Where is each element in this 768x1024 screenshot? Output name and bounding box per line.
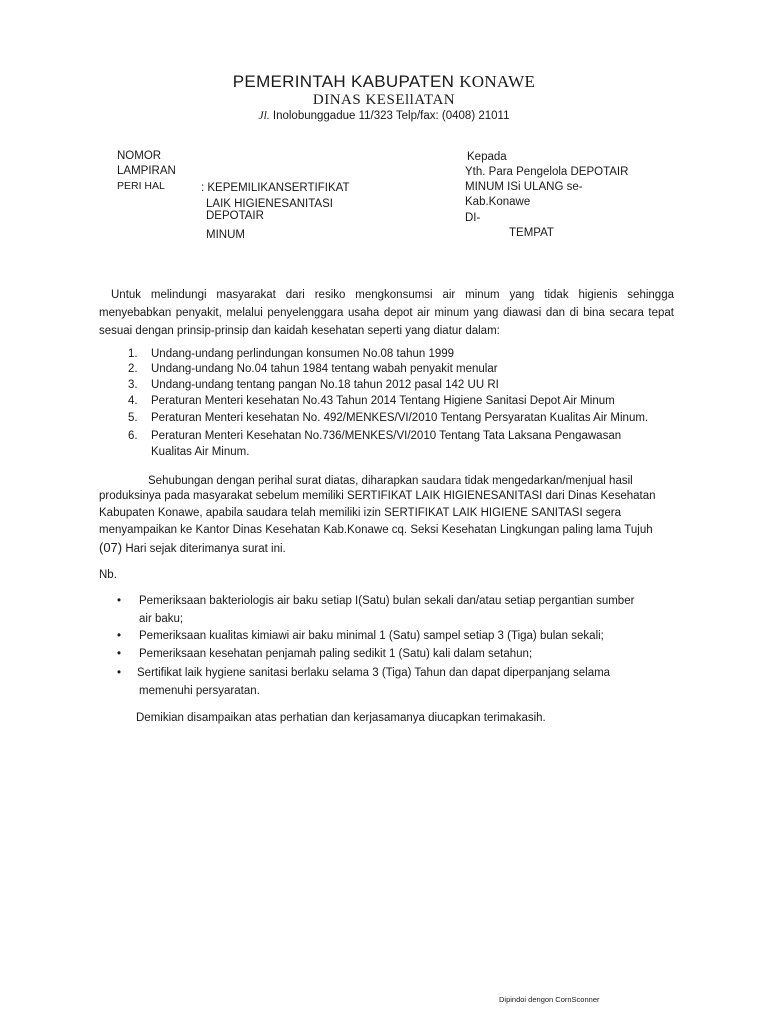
recipient-kab: Kab.Konawe	[465, 196, 531, 208]
para2-part-b: saudara	[421, 472, 462, 487]
perihal-line3: DEPOTAIR	[206, 210, 264, 222]
recipient-kepada: Kepada	[467, 151, 507, 163]
agency-name: DINAS KESEllATAN	[312, 92, 456, 108]
perihal-line2: LAIK HIGIENESANITASI	[206, 198, 333, 210]
address-prefix: Jl.	[258, 110, 270, 122]
para2-part-a: Sehubungan dengan perihal surat diatas, diharapkan	[148, 475, 419, 487]
perihal-label: PERI HAL	[117, 180, 165, 192]
intro-paragraph: Untuk melindungi masyarakat dari resiko mengkonsumsi air minum yang tidak higienis sehingga menyebabkan penyakit, melalui penyelenggara usaha depot air minum yang diawasi dan di bina secara tepat sesuai dengan prinsip-prinsip dan kaidah kesehatan seperti yang diatur dalam:	[99, 289, 674, 337]
para2-line4: menyampaikan ke Kantor Dinas Kesehatan Kab.Konawe cq. Seksi Kesehatan Lingkungan paling lama Tujuh	[99, 524, 653, 536]
scanner-watermark: Dipindoi dengon CornSconner	[499, 995, 600, 1004]
address-contact: Telp/fax: (0408) 21011	[392, 110, 510, 122]
perihal-line1: : KEPEMILIKANSERTIFIKAT	[201, 182, 350, 194]
recipient-yth: Yth. Para Pengelola DEPOTAIR	[465, 166, 629, 178]
para2-line3: Kabupaten Konawe, apabila saudara telah memiliki izin SERTIFIKAT LAIK HIGIENE SANITASI segera	[99, 507, 622, 519]
list-item: Undang-undang tentang pangan No.18 tahun 2012 pasal 142 UU RI	[151, 379, 499, 391]
address-rest: Inolobunggadue 11/323	[269, 110, 393, 122]
recipient-tempat: TEMPAT	[509, 227, 554, 239]
list-number: 1.	[128, 348, 138, 360]
bullet-icon: •	[117, 648, 122, 660]
lampiran-label: LAMPIRAN	[117, 165, 176, 177]
title-prefix: PEMERINTAH KABUPATEN	[232, 72, 455, 91]
para2-line1	[148, 472, 633, 488]
perihal-line4: MINUM	[206, 229, 245, 241]
bullet-icon: •	[117, 667, 122, 679]
list-item: Undang-undang perlindungan konsumen No.08 tahun 1999	[151, 348, 455, 360]
recipient-minum: MINUM ISi ULANG se-	[465, 181, 583, 193]
note-item: Sertifikat laik hygiene sanitasi berlaku selama 3 (Tiga) Tahun dan dapat diperpanjang selama	[137, 667, 611, 679]
list-number: 3.	[128, 379, 138, 391]
list-number: 4.	[128, 395, 138, 407]
list-item: Peraturan Menteri kesehatan No. 492/MENKES/VI/2010 Tentang Persyaratan Kualitas Air Minum.	[151, 412, 649, 424]
list-number: 5.	[128, 412, 138, 424]
list-number: 2.	[128, 363, 138, 375]
nomor-label: NOMOR	[117, 150, 162, 162]
title-suffix: KONAWE	[459, 72, 536, 91]
para2-part-c: tidak mengedarkan/menjual hasil	[464, 475, 633, 487]
para2-line5a: (07)	[99, 540, 123, 555]
bullet-icon: •	[117, 595, 122, 607]
list-item-continuation: Kualitas Air Minum.	[151, 446, 250, 458]
list-item: Peraturan Menteri Kesehatan No.736/MENKES/VI/2010 Tentang Tata Laksana Pengawasan	[151, 430, 622, 442]
note-item-continuation: memenuhi persyaratan.	[139, 685, 260, 697]
bullet-icon: •	[117, 630, 122, 642]
letterhead-title	[0, 72, 768, 92]
para2-line2: produksinya pada masyarakat sebelum memiliki SERTIFIKAT LAIK HIGIENESANITASI dari Dinas Kesehatan	[99, 490, 656, 502]
note-item: Pemeriksaan bakteriologis air baku setiap I(Satu) bulan sekali dan/atau setiap pergantian sumber	[139, 595, 635, 607]
list-item: Undang-undang No.04 tahun 1984 tentang wabah penyakit menular	[151, 363, 498, 375]
address-line	[0, 110, 768, 122]
note-item: Pemeriksaan kesehatan penjamah paling sedikit 1 (Satu) kali dalam setahun;	[139, 648, 533, 660]
note-item: Pemeriksaan kualitas kimiawi air baku minimal 1 (Satu) sampel setiap 3 (Tiga) bulan sekali;	[139, 630, 604, 642]
recipient-di: DI-	[465, 212, 481, 224]
closing-sentence: Demikian disampaikan atas perhatian dan kerjasamanya diucapkan terimakasih.	[136, 712, 546, 724]
para2-line5b: Hari sejak diterimanya surat ini.	[122, 543, 286, 555]
nb-label: Nb.	[99, 569, 117, 581]
list-item: Peraturan Menteri kesehatan No.43 Tahun 2014 Tentang Higiene Sanitasi Depot Air Minum	[151, 395, 615, 407]
note-item-continuation: air baku;	[139, 613, 184, 625]
list-number: 6.	[128, 430, 138, 442]
para2-line5	[99, 540, 286, 555]
